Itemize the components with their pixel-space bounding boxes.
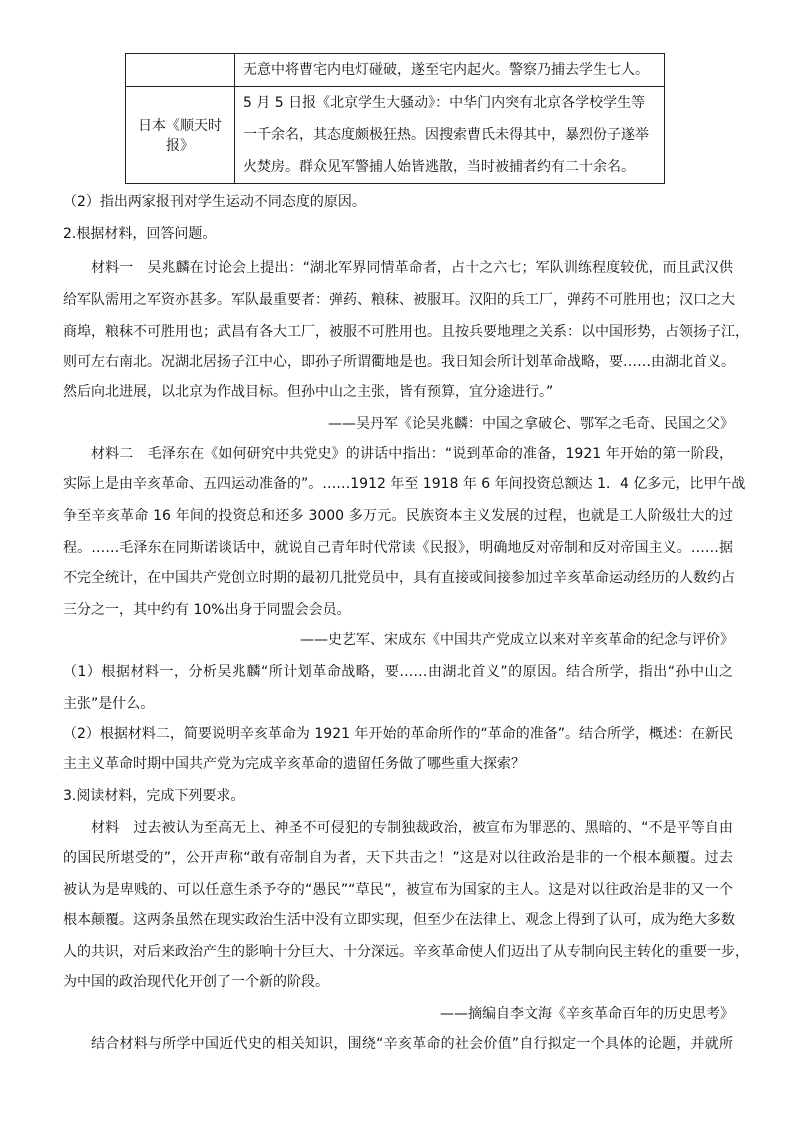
table-cell-text: 无意中将曹宅内电灯碰破，遂至宅内起火。警察乃捕去学生七人。 [235, 54, 665, 87]
question-2-1-line: 主张”是什么。 [63, 696, 155, 712]
question-2-2-line: 主主义革命时期中国共产党为完成辛亥革命的遗留任务做了哪些重大探索？ [63, 756, 525, 772]
material-3-line: 根本颠覆。这两条虽然在现实政治生活中没有立即实现，但至少在法律上、观念上得到了认可，成为绝大多数 [63, 912, 735, 928]
material-2-line: 争至辛亥革命 16 年间的投资总和还多 3000 多万元。民族资本主义发展的过程，也就是工人阶级壮大的过 [63, 508, 733, 524]
material-3-line: 的国民所堪受的”，公开声称“敢有帝制自为者，天下共击之！”这是对以往政治是非的一个根本颠覆。过去 [63, 850, 733, 866]
table-text-line: 5 月 5 日报《北京学生大骚动》：中华门内突有北京各学校学生等 [243, 95, 646, 111]
question-2-1-line: （1）根据材料一，分析吴兆麟“所计划革命战略，要……由湖北首义”的原因。结合所学，指出“孙中山之 [63, 664, 733, 680]
material-2-line: 程。……毛泽东在同斯诺谈话中，就说自己青年时代常读《民报》，明确地反对帝制和反对帝国主义。……据 [63, 540, 733, 556]
table-row [126, 54, 665, 87]
table-cell-text [235, 87, 665, 184]
material-3-line: 材料 过去被认为至高无上、神圣不可侵犯的专制独裁政治，被宣布为罪恶的、黑暗的、“不是平等自由 [91, 820, 733, 836]
material-3-line: 人的共识，对后来政治产生的影响十分巨大、十分深远。辛亥革命使人们迈出了从专制向民主转化的重要一步， [63, 944, 749, 960]
question-2-2-line: （2）根据材料二，简要说明辛亥革命为 1921 年开始的革命所作的“革命的准备”。结合所学，概述：在新民 [63, 726, 733, 742]
table-cell-label: 日本《顺天时报》 [126, 87, 235, 184]
material-2-line: 三分之一，其中约有 10%出身于同盟会会员。 [63, 602, 351, 618]
material-3-line: 被认为是卑贱的、可以任意生杀予夺的“愚民”“草民”，被宣布为国家的主人。这是对以往政治是非的又一个 [63, 882, 733, 898]
question-3-prompt: 结合材料与所学中国近代史的相关知识，围绕“辛亥革命的社会价值”自行拟定一个具体的论题，并就所 [91, 1036, 733, 1052]
table-text-line: 一千余名，其态度颇极狂热。因搜索曹氏未得其中，暴烈份子遂举 [243, 127, 649, 143]
material-2-source: ——史艺军、宋成东《中国共产党成立以来对辛亥革命的纪念与评价》 [300, 632, 734, 648]
material-1-line: 商埠，粮秣不可胜用也；武昌有各大工厂，被服不可胜用也。且按兵要地理之关系：以中国形势，占领扬子江， [63, 324, 749, 340]
table-text-line: 火焚房。群众见军警捕人始皆逃散，当时被捕者约有二十余名。 [243, 159, 635, 175]
table-cell-label [126, 54, 235, 87]
question-1-2: （2）指出两家报刊对学生运动不同态度的原因。 [63, 194, 366, 210]
material-3-source: ——摘编自李文海《辛亥革命百年的历史思考》 [440, 1006, 734, 1022]
newspaper-comparison-table [125, 53, 665, 184]
material-1-source: ——吴丹军《论吴兆麟：中国之拿破仑、鄂军之毛奇、民国之父》 [328, 416, 734, 432]
material-2-line: 实际上是由辛亥革命、五四运动准备的”。……1912 年至 1918 年 6 年间投资总额达 1．4 亿多元，比甲午战 [63, 476, 746, 492]
material-1-line: 给军队需用之军资亦甚多。军队最重要者：弹药、粮秣、被服耳。汉阳的兵工厂，弹药不可胜用也；汉口之大 [63, 292, 735, 308]
question-2-title: 2.根据材料，回答问题。 [63, 226, 217, 242]
material-2-line: 不完全统计，在中国共产党创立时期的最初几批党员中，具有直接或间接参加过辛亥革命运动经历的人数约占 [63, 570, 735, 586]
material-2-line: 材料二 毛泽东在《如何研究中共党史》的讲话中指出：“说到革命的准备，1921 年开始的第一阶段， [91, 446, 733, 462]
table-row [126, 87, 665, 184]
material-1-line: 材料一 吴兆麟在讨论会上提出：“湖北军界同情革命者，占十之六七；军队训练程度较优，而且武汉供 [91, 260, 733, 276]
material-3-line: 为中国的政治现代化开创了一个新的阶段。 [63, 974, 329, 990]
material-1-line: 则可左右南北。况湖北居扬子江中心，即孙子所谓衢地是也。我日知会所计划革命战略，要……由湖北首义。 [63, 354, 735, 370]
question-3-title: 3.阅读材料，完成下列要求。 [63, 788, 245, 804]
material-1-line: 然后向北进展，以北京为作战目标。但孙中山之主张，皆有预算，宜分途进行。” [63, 384, 554, 400]
